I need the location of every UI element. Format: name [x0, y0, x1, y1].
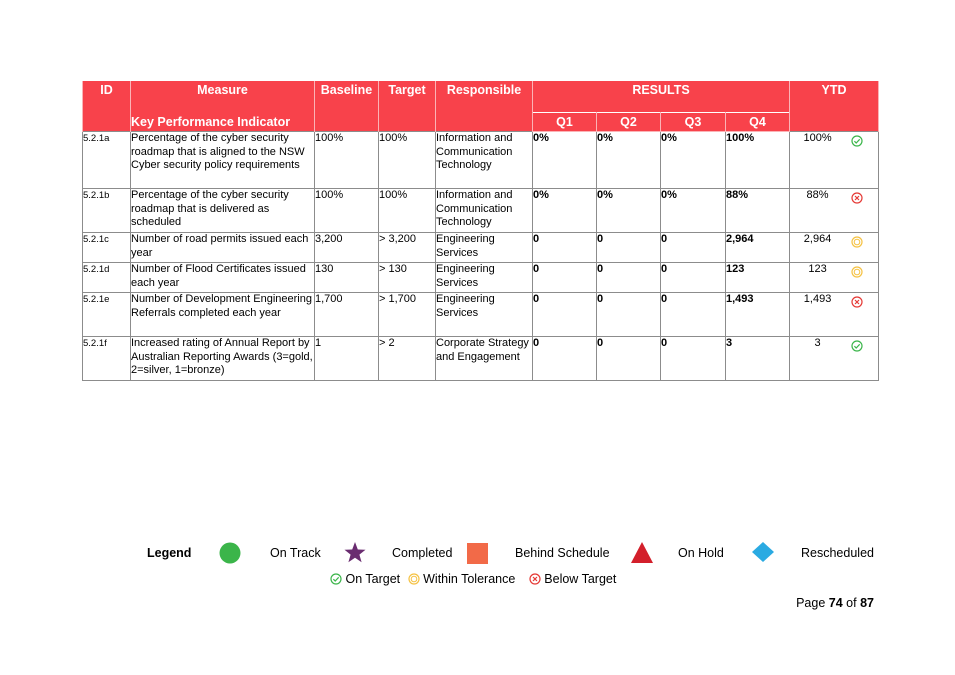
- on-track-circle-icon: [219, 540, 241, 564]
- row-responsible: Engineering Services: [436, 263, 533, 293]
- on-target-icon: [851, 340, 863, 352]
- row-q4: 100%: [726, 132, 790, 189]
- row-target: > 1,700: [379, 293, 436, 337]
- row-responsible: Engineering Services: [436, 293, 533, 337]
- row-baseline: 1: [315, 337, 379, 381]
- table-row: [83, 293, 879, 337]
- header-measure: Measure: [131, 81, 315, 113]
- legend-rescheduled: Rescheduled: [801, 546, 874, 560]
- row-q4: 123: [726, 263, 790, 293]
- header-ytd: YTD: [790, 81, 879, 113]
- legend-on-target: On Target: [345, 571, 401, 586]
- below-target-icon: [529, 572, 541, 586]
- row-q3: 0: [661, 263, 726, 293]
- row-measure: Percentage of the cyber security roadmap that is delivered as scheduled: [131, 189, 315, 233]
- row-q1: 0: [533, 233, 597, 263]
- below-target-icon: [851, 296, 863, 308]
- behind-schedule-square-icon: [467, 540, 489, 564]
- header-baseline: Baseline: [315, 81, 379, 113]
- row-q2: 0: [597, 293, 661, 337]
- table-row: [83, 233, 879, 263]
- row-ytd-value: 88%: [806, 189, 829, 201]
- table-row: [83, 132, 879, 189]
- on-target-icon: [330, 572, 342, 586]
- below-target-icon: [851, 192, 863, 204]
- within-tolerance-icon: [851, 266, 863, 278]
- row-q3: 0%: [661, 189, 726, 233]
- on-hold-triangle-icon: [630, 540, 654, 564]
- row-measure: Percentage of the cyber security roadmap that is aligned to the NSW Cyber security policy requirements: [131, 132, 315, 189]
- header-q4: Q4: [726, 113, 790, 132]
- header-q2: Q2: [597, 113, 661, 132]
- row-ytd: [790, 132, 879, 189]
- header-q1: Q1: [533, 113, 597, 132]
- row-id: 5.2.1f: [83, 337, 131, 381]
- on-target-icon: [851, 135, 863, 147]
- row-target: 100%: [379, 132, 436, 189]
- row-baseline: 100%: [315, 132, 379, 189]
- row-q3: 0: [661, 337, 726, 381]
- row-measure: Number of Flood Certificates issued each year: [131, 263, 315, 293]
- row-target: 100%: [379, 189, 436, 233]
- row-target: > 3,200: [379, 233, 436, 263]
- row-ytd-value: 100%: [803, 132, 832, 144]
- header-q3: Q3: [661, 113, 726, 132]
- row-responsible: Information and Communication Technology: [436, 189, 533, 233]
- row-ytd-value: 123: [808, 263, 827, 275]
- row-q4: 2,964: [726, 233, 790, 263]
- row-measure: Number of Development Engineering Referrals completed each year: [131, 293, 315, 337]
- row-baseline: 100%: [315, 189, 379, 233]
- row-q3: 0: [661, 293, 726, 337]
- row-ytd: [790, 233, 879, 263]
- table-row: [83, 263, 879, 293]
- header-responsible: Responsible: [436, 81, 533, 113]
- within-tolerance-icon: [851, 236, 863, 248]
- row-ytd-value: 1,493: [803, 293, 832, 305]
- row-id: 5.2.1d: [83, 263, 131, 293]
- header-target: Target: [379, 81, 436, 113]
- legend-within-tolerance: Within Tolerance: [423, 571, 516, 586]
- row-id: 5.2.1c: [83, 233, 131, 263]
- row-q3: 0%: [661, 132, 726, 189]
- row-q4: 3: [726, 337, 790, 381]
- row-measure: Number of road permits issued each year: [131, 233, 315, 263]
- legend-completed: Completed: [392, 546, 453, 560]
- row-ytd: [790, 189, 879, 233]
- row-id: 5.2.1a: [83, 132, 131, 189]
- row-q1: 0%: [533, 132, 597, 189]
- row-target: > 2: [379, 337, 436, 381]
- row-ytd: [790, 337, 879, 381]
- row-q2: 0%: [597, 189, 661, 233]
- row-q2: 0: [597, 263, 661, 293]
- completed-star-icon: [343, 540, 367, 564]
- row-responsible: Information and Communication Technology: [436, 132, 533, 189]
- legend-status: [330, 571, 616, 587]
- row-id: 5.2.1e: [83, 293, 131, 337]
- row-q1: 0: [533, 337, 597, 381]
- row-responsible: Corporate Strategy and Engagement: [436, 337, 533, 381]
- row-baseline: 1,700: [315, 293, 379, 337]
- row-q2: 0: [597, 337, 661, 381]
- row-baseline: 130: [315, 263, 379, 293]
- table-row: [83, 189, 879, 233]
- row-target: > 130: [379, 263, 436, 293]
- row-q4: 88%: [726, 189, 790, 233]
- row-q2: 0: [597, 233, 661, 263]
- table-row: [83, 337, 879, 381]
- row-ytd-value: 3: [814, 337, 821, 349]
- row-q4: 1,493: [726, 293, 790, 337]
- row-q1: 0: [533, 263, 597, 293]
- legend-on-hold: On Hold: [678, 546, 724, 560]
- legend-behind-schedule: Behind Schedule: [515, 546, 610, 560]
- row-id: 5.2.1b: [83, 189, 131, 233]
- row-responsible: Engineering Services: [436, 233, 533, 263]
- row-ytd: [790, 263, 879, 293]
- row-q3: 0: [661, 233, 726, 263]
- row-baseline: 3,200: [315, 233, 379, 263]
- legend-below-target: Below Target: [544, 571, 617, 586]
- header-kpi: Key Performance Indicator: [131, 113, 315, 132]
- legend-title: Legend: [147, 546, 192, 560]
- row-q2: 0%: [597, 132, 661, 189]
- header-id: ID: [83, 81, 131, 113]
- row-ytd: [790, 293, 879, 337]
- within-tolerance-icon: [408, 572, 420, 586]
- row-measure: Increased rating of Annual Report by Australian Reporting Awards (3=gold, 2=silver, 1=bronze): [131, 337, 315, 381]
- header-results: RESULTS: [533, 81, 790, 113]
- row-q1: 0%: [533, 189, 597, 233]
- kpi-table: [82, 81, 879, 381]
- row-ytd-value: 2,964: [803, 233, 832, 245]
- legend-shapes: [0, 540, 955, 570]
- page-number: Page 74 of 87: [796, 596, 874, 610]
- row-q1: 0: [533, 293, 597, 337]
- legend-on-track: On Track: [270, 546, 321, 560]
- rescheduled-diamond-icon: [751, 540, 775, 564]
